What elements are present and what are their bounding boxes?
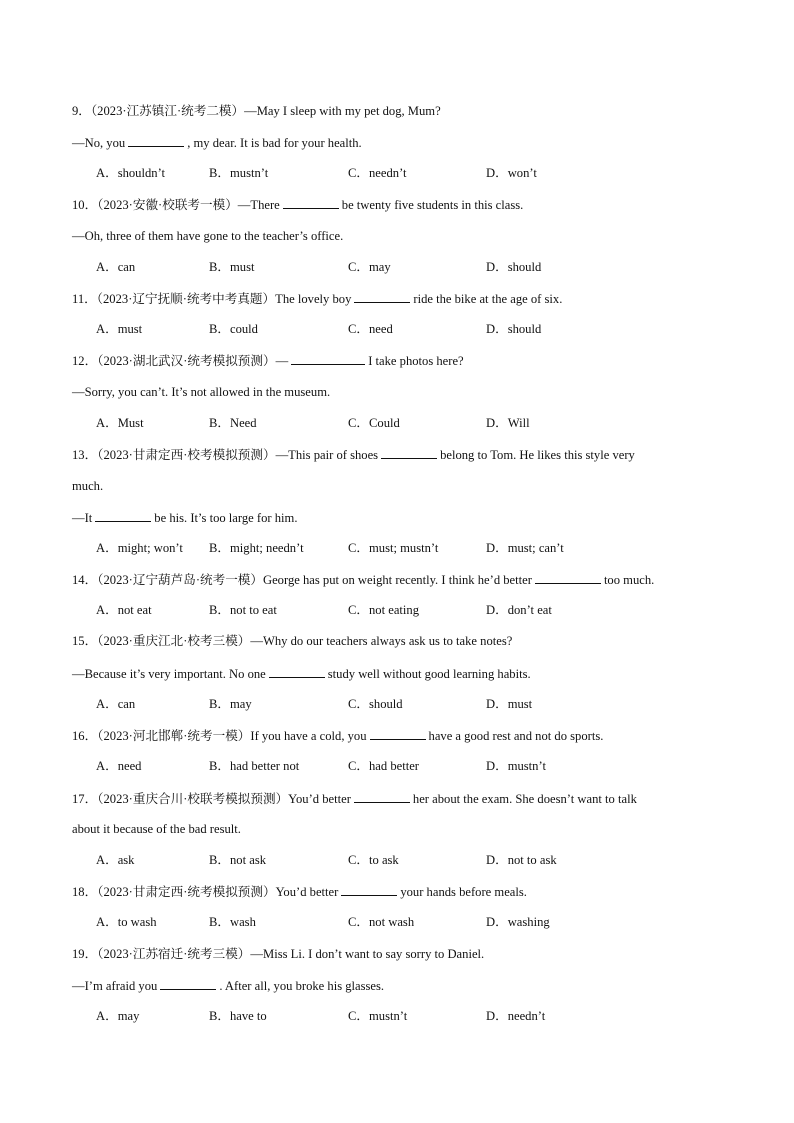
option-a: A．might; won’t (96, 541, 183, 555)
answer-blank (291, 352, 365, 365)
question-13-dialog: —It be his. It’s too large for him. (72, 511, 298, 525)
question-10-dialog: —Oh, three of them have gone to the teacher’s office. (72, 229, 344, 243)
answer-blank (269, 665, 325, 678)
answer-blank (95, 509, 151, 522)
question-17-stem-continued: about it because of the bad result. (72, 822, 241, 836)
option-b: B．not to eat (209, 603, 277, 617)
answer-blank (341, 883, 397, 896)
option-d: D．needn’t (486, 1009, 546, 1023)
option-b: B．had better not (209, 759, 300, 773)
option-a: A．not eat (96, 603, 152, 617)
option-b: B．mustn’t (209, 166, 269, 180)
option-b: B．not ask (209, 853, 267, 867)
option-d: D．washing (486, 915, 550, 929)
answer-blank (535, 571, 601, 584)
answer-blank (381, 446, 437, 459)
option-d: D．Will (486, 416, 530, 430)
question-17-stem: 17．（2023·重庆合川·校联考模拟预测）You’d better her about the exam. She doesn’t want to talk (72, 792, 637, 806)
option-c: C．not eating (348, 603, 420, 617)
option-c: C．should (348, 697, 403, 711)
option-a: A．need (96, 759, 142, 773)
option-c: C．mustn’t (348, 1009, 408, 1023)
option-d: D．won’t (486, 166, 537, 180)
option-b: B．wash (209, 915, 256, 929)
option-a: A．shouldn’t (96, 166, 166, 180)
option-d: D．mustn’t (486, 759, 546, 773)
option-c: C．need (348, 322, 393, 336)
option-c: C．may (348, 260, 391, 274)
question-19-dialog: —I’m afraid you . After all, you broke his glasses. (72, 979, 385, 993)
answer-blank (160, 977, 216, 990)
question-9-stem: 9．（2023·江苏镇江·统考二模）—May I sleep with my pet dog, Mum? (72, 104, 441, 118)
option-d: D．not to ask (486, 853, 557, 867)
question-13-stem-continued: much. (72, 479, 104, 493)
question-18-stem: 18．（2023·甘肃定西·统考模拟预测）You’d better your hands before meals. (72, 885, 527, 899)
question-12-stem: 12．（2023·湖北武汉·统考模拟预测）— I take photos here? (72, 354, 464, 368)
option-b: B．Need (209, 416, 257, 430)
question-11-stem: 11．（2023·辽宁抚顺·统考中考真题）The lovely boy ride the bike at the age of six. (72, 292, 563, 306)
answer-blank (128, 134, 184, 147)
answer-blank (370, 727, 426, 740)
option-b: B．might; needn’t (209, 541, 304, 555)
option-c: C．Could (348, 416, 400, 430)
option-a: A．can (96, 697, 136, 711)
option-d: D．must (486, 697, 533, 711)
option-b: B．could (209, 322, 258, 336)
question-12-dialog: —Sorry, you can’t. It’s not allowed in the museum. (72, 385, 331, 399)
option-c: C．had better (348, 759, 419, 773)
option-a: A．can (96, 260, 136, 274)
option-b: B．have to (209, 1009, 267, 1023)
option-c: C．must; mustn’t (348, 541, 439, 555)
option-c: C．needn’t (348, 166, 407, 180)
question-13-stem: 13．（2023·甘肃定西·校考模拟预测）—This pair of shoes belong to Tom. He likes this style very (72, 448, 635, 462)
answer-blank (354, 790, 410, 803)
option-d: D．should (486, 260, 542, 274)
option-b: B．must (209, 260, 255, 274)
option-d: D．must; can’t (486, 541, 564, 555)
question-14-stem: 14．（2023·辽宁葫芦岛·统考一模）George has put on weight recently. I think he’d better too much. (72, 573, 655, 587)
option-c: C．to ask (348, 853, 399, 867)
question-9-dialog: —No, you , my dear. It is bad for your health. (72, 136, 362, 150)
option-b: B．may (209, 697, 252, 711)
question-15-dialog: —Because it’s very important. No one study well without good learning habits. (72, 667, 531, 681)
question-15-stem: 15．（2023·重庆江北·校考三模）—Why do our teachers always ask us to take notes? (72, 634, 513, 648)
option-d: D．don’t eat (486, 603, 552, 617)
option-c: C．not wash (348, 915, 415, 929)
question-19-stem: 19．（2023·江苏宿迁·统考三模）—Miss Li. I don’t want to say sorry to Daniel. (72, 947, 485, 961)
option-a: A．Must (96, 416, 144, 430)
option-d: D．should (486, 322, 542, 336)
option-a: A．may (96, 1009, 140, 1023)
option-a: A．ask (96, 853, 135, 867)
option-a: A．must (96, 322, 143, 336)
answer-blank (354, 290, 410, 303)
option-a: A．to wash (96, 915, 157, 929)
question-16-stem: 16．（2023·河北邯郸·统考一模）If you have a cold, you have a good rest and not do sports. (72, 729, 604, 743)
answer-blank (283, 196, 339, 209)
question-10-stem: 10．（2023·安徽·校联考一模）—There be twenty five students in this class. (72, 198, 524, 212)
